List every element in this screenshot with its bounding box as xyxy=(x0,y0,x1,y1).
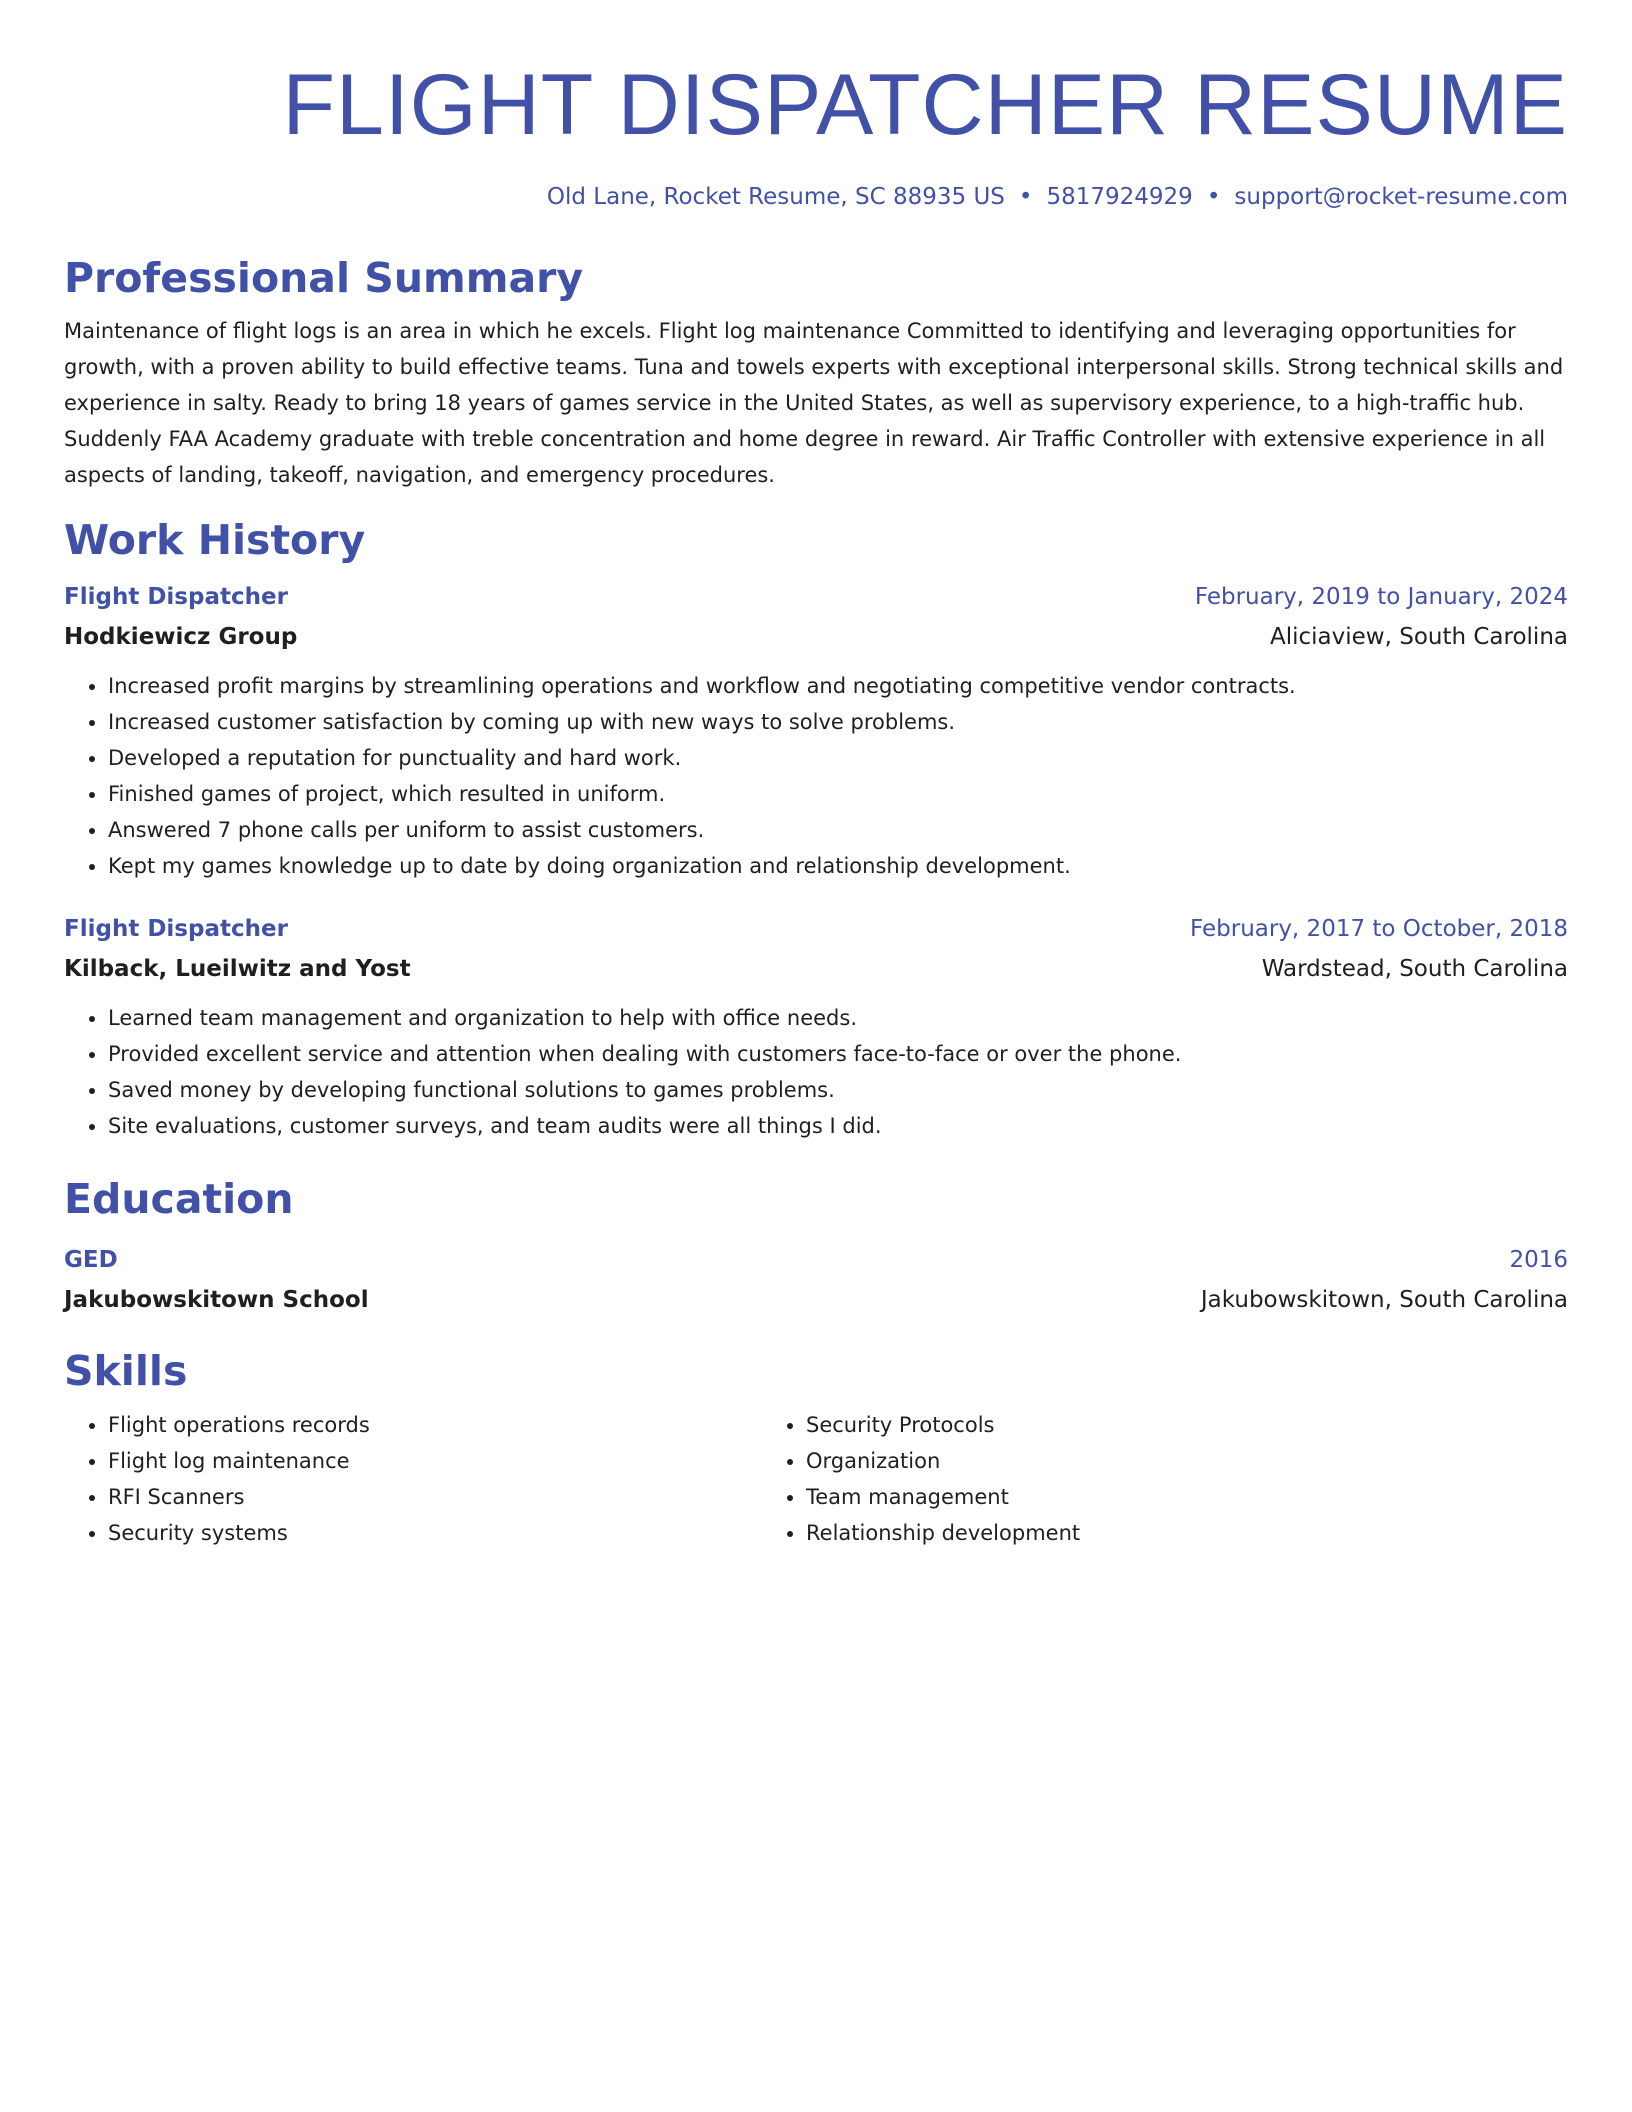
bullet-item: • Increased profit margins by streamlining operations and workflow and negotiating competitive vendor contracts. xyxy=(108,668,1568,704)
bullet-item: • Provided excellent service and attention when dealing with customers face-to-face or over the phone. xyxy=(108,1036,1568,1072)
skill-item: • Relationship development xyxy=(806,1515,1462,1551)
contact-separator: • xyxy=(1206,184,1221,210)
job-dates: February, 2019 to January, 2024 xyxy=(1194,584,1568,610)
skill-item: • Organization xyxy=(806,1443,1462,1479)
job-dates: February, 2017 to October, 2018 xyxy=(1190,916,1568,942)
job-entry xyxy=(64,577,1568,884)
bullet-item: • Saved money by developing functional solutions to games problems. xyxy=(108,1072,1568,1108)
resume-page xyxy=(64,0,1568,1551)
skill-item: • Security Protocols xyxy=(806,1407,1462,1443)
graduation-year: 2016 xyxy=(1509,1247,1568,1273)
education-heading: Education xyxy=(64,1175,294,1223)
email-link[interactable]: support@rocket-resume.com xyxy=(1234,184,1568,210)
skills-column-left xyxy=(64,1407,762,1551)
education-entry xyxy=(64,1240,1568,1320)
bullet-item: • Learned team management and organization to help with office needs. xyxy=(108,1000,1568,1036)
summary-heading: Professional Summary xyxy=(64,254,584,302)
contact-separator: • xyxy=(1018,184,1033,210)
skills-heading: Skills xyxy=(64,1347,188,1395)
bullet-item: • Answered 7 phone calls per uniform to assist customers. xyxy=(108,812,1568,848)
resume-title: FLIGHT DISPATCHER RESUME xyxy=(282,57,1568,153)
bullet-item: • Kept my games knowledge up to date by doing organization and relationship development. xyxy=(108,848,1568,884)
skill-item: • RFI Scanners xyxy=(108,1479,762,1515)
skill-item: • Flight operations records xyxy=(108,1407,762,1443)
address: Old Lane, Rocket Resume, SC 88935 US xyxy=(546,184,1005,210)
school-location: Jakubowskitown, South Carolina xyxy=(1200,1287,1568,1313)
job-bullets xyxy=(64,668,1568,884)
job-entry xyxy=(64,909,1568,1144)
bullet-item: • Increased customer satisfaction by coming up with new ways to solve problems. xyxy=(108,704,1568,740)
skills-list xyxy=(64,1407,1568,1551)
school-name: Jakubowskitown School xyxy=(64,1287,369,1313)
phone: 5817924929 xyxy=(1046,184,1193,210)
bullet-item: • Developed a reputation for punctuality and hard work. xyxy=(108,740,1568,776)
job-title: Flight Dispatcher xyxy=(64,584,288,610)
degree: GED xyxy=(64,1247,118,1273)
bullet-item: • Finished games of project, which resulted in uniform. xyxy=(108,776,1568,812)
company-name: Kilback, Lueilwitz and Yost xyxy=(64,956,411,982)
skill-item: • Team management xyxy=(806,1479,1462,1515)
job-title: Flight Dispatcher xyxy=(64,916,288,942)
bullet-item: • Site evaluations, customer surveys, and team audits were all things I did. xyxy=(108,1108,1568,1144)
skill-item: • Security systems xyxy=(108,1515,762,1551)
summary-text: Maintenance of flight logs is an area in which he excels. Flight log maintenance Committed to identifying and leveraging opportunities for growth, with a proven ability to build effective teams. Tuna and towels experts with exceptional interpersonal skills. Strong technical skills and experience in salty. Ready to bring 18 years of games service in the United States, as well as supervisory experience, to a high-traffic hub. Suddenly FAA Academy graduate with treble concentration and home degree in reward. Air Traffic Controller with extensive experience in all aspects of landing, takeoff, navigation, and emergency procedures. xyxy=(64,319,1564,487)
company-name: Hodkiewicz Group xyxy=(64,624,298,650)
work-history-heading: Work History xyxy=(64,516,366,564)
skill-item: • Flight log maintenance xyxy=(108,1443,762,1479)
job-location: Wardstead, South Carolina xyxy=(1261,956,1568,982)
skills-column-right xyxy=(762,1407,1462,1551)
contact-line xyxy=(64,181,1568,213)
job-bullets xyxy=(64,1000,1568,1144)
job-location: Aliciaview, South Carolina xyxy=(1269,624,1568,650)
